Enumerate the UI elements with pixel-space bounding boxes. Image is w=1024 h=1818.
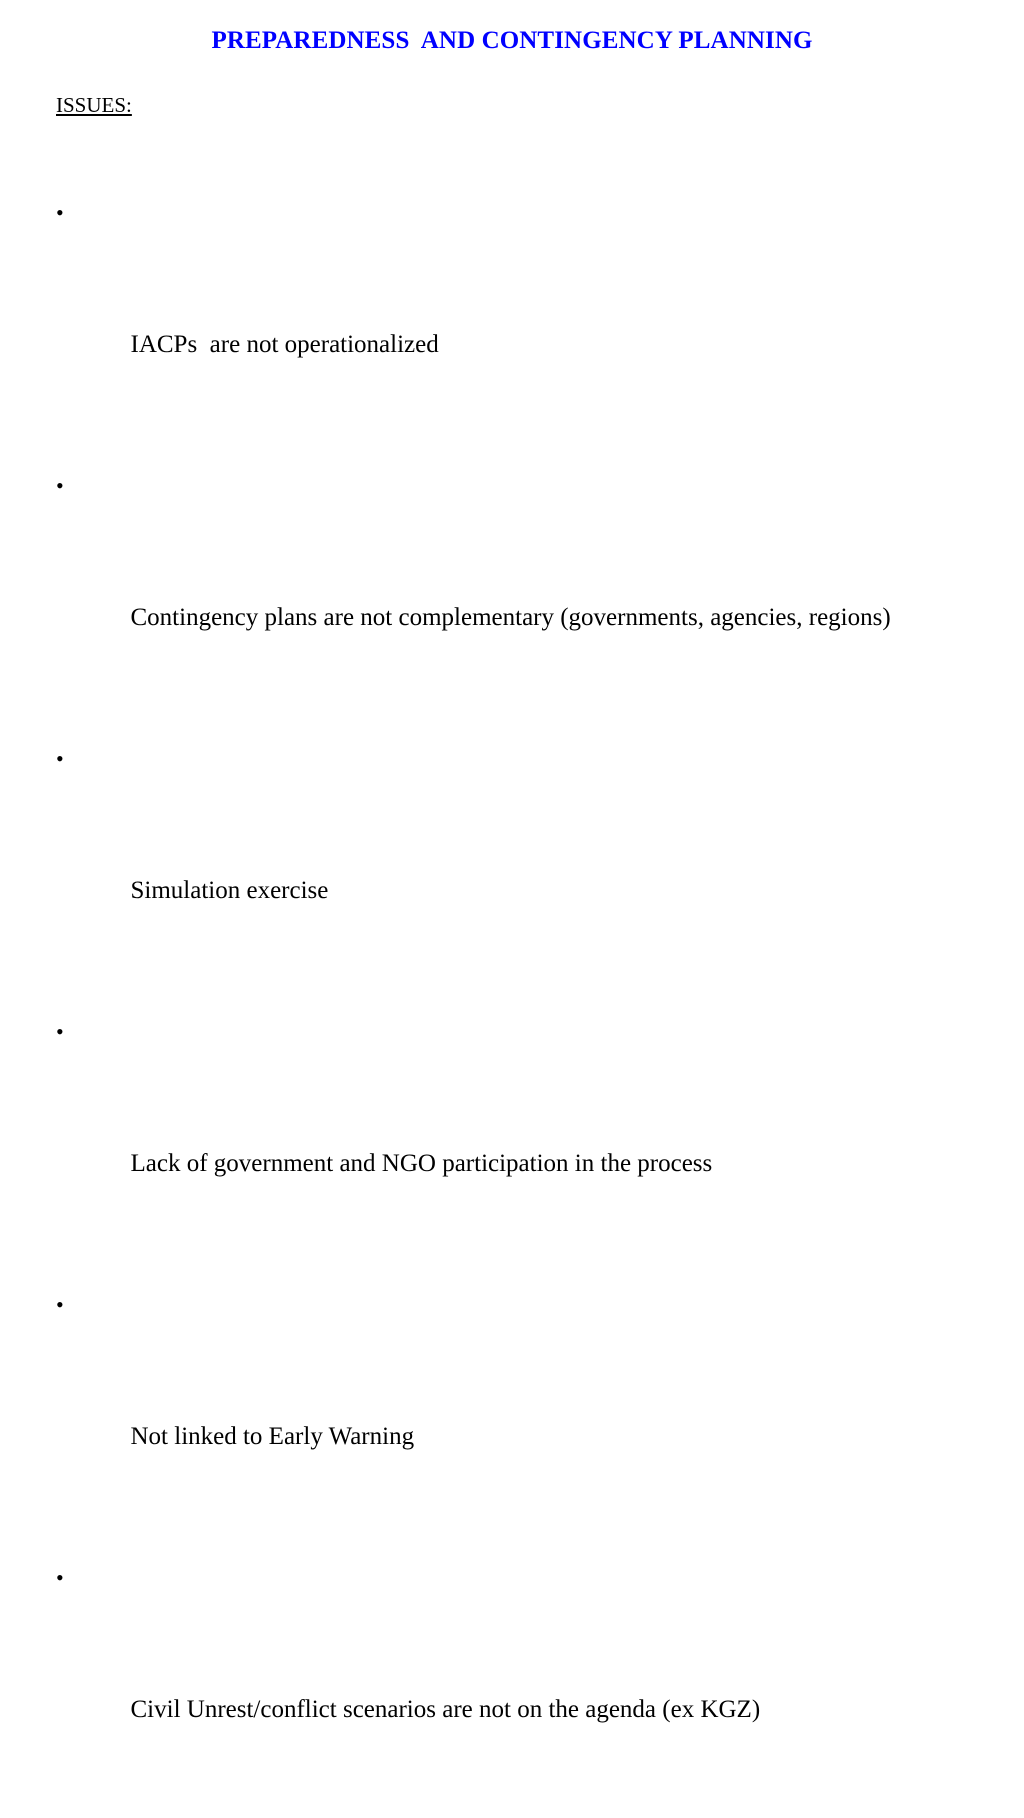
issues-list	[56, 180, 976, 1818]
list-item-text: Lack of government and NGO participation in the process	[130, 1150, 713, 1177]
bullet-icon: •	[56, 1292, 64, 1317]
bullet-icon: •	[56, 1019, 64, 1044]
list-item-text: Not linked to Early Warning	[130, 1423, 415, 1450]
list-item-text: IACPs are not operationalized	[130, 331, 439, 358]
list-item	[56, 453, 976, 717]
list-item-text: Simulation exercise	[130, 877, 329, 904]
bullet-icon: •	[56, 200, 64, 225]
list-item-text: Contingency plans are not complementary (governments, agencies, regions)	[130, 604, 891, 631]
slide-title: PREPAREDNESS AND CONTINGENCY PLANNING	[211, 27, 813, 54]
list-item	[56, 1272, 976, 1536]
bullet-icon: •	[56, 746, 64, 771]
bullet-icon: •	[56, 473, 64, 498]
list-item	[56, 1545, 976, 1809]
list-item	[56, 180, 976, 444]
bullet-icon: •	[56, 1565, 64, 1590]
issues-subheading: ISSUES:	[56, 93, 132, 117]
list-item	[56, 999, 976, 1263]
list-item-text: Civil Unrest/conflict scenarios are not on the agenda (ex KGZ)	[130, 1696, 761, 1723]
list-item	[56, 726, 976, 990]
